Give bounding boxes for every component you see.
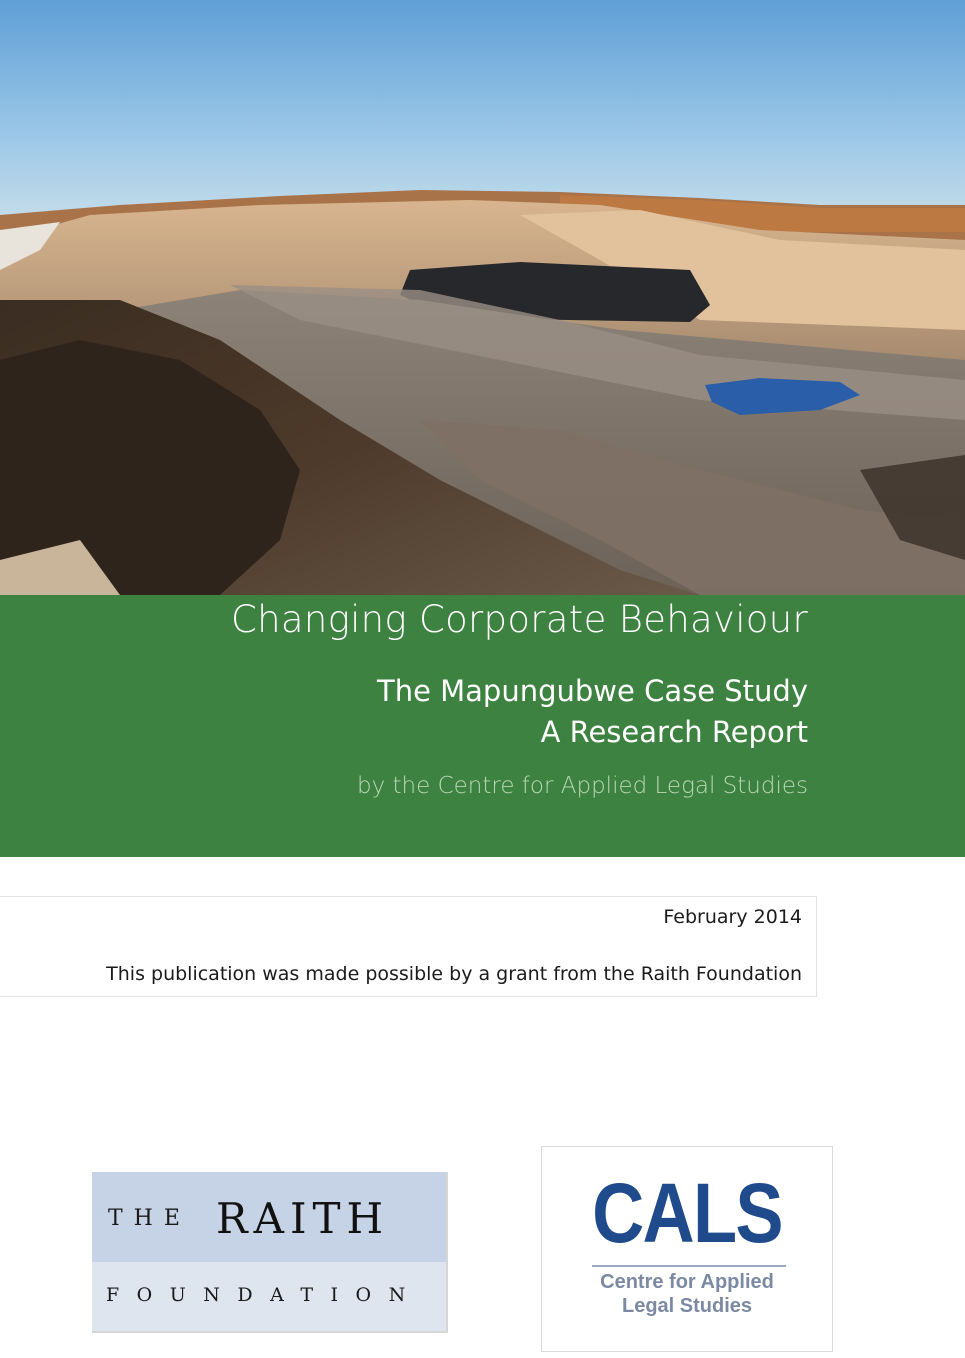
mine-landscape-image: [0, 0, 965, 595]
raith-logo-top: [92, 1172, 446, 1262]
byline: by the Centre for Applied Legal Studies: [357, 773, 808, 799]
cals-line-1: Centre for Applied: [600, 1271, 774, 1293]
main-title: Changing Corporate Behaviour: [230, 598, 808, 641]
cals-logo: [541, 1146, 833, 1352]
publication-date: February 2014: [663, 906, 802, 928]
subtitle-case-study: The Mapungubwe Case Study: [376, 674, 808, 708]
cover-photo: [0, 0, 965, 595]
raith-foundation-text: FOUNDATION: [106, 1284, 423, 1306]
raith-the-text: THE: [108, 1206, 191, 1231]
title-band: [0, 595, 965, 857]
raith-name-text: RAITH: [216, 1194, 390, 1243]
subtitle-research-report: A Research Report: [540, 715, 808, 749]
raith-foundation-logo: [92, 1172, 448, 1333]
publication-info-box: [0, 896, 817, 997]
grant-note: This publication was made possible by a grant from the Raith Foundation: [106, 963, 802, 985]
cals-line-2: Legal Studies: [621, 1295, 753, 1317]
cals-divider: [592, 1265, 786, 1267]
cals-wordmark: CALS: [592, 1166, 782, 1260]
raith-logo-bottom: [92, 1262, 446, 1331]
